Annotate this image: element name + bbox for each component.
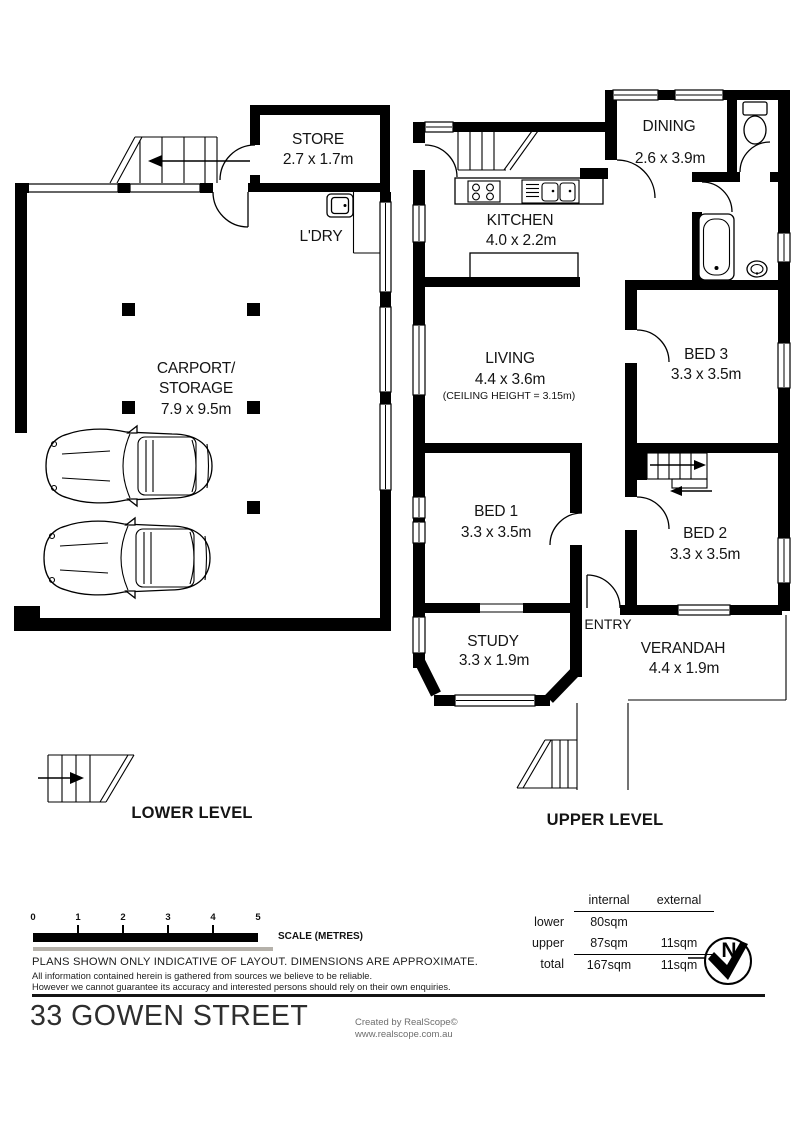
area-value: 87sqm bbox=[590, 936, 628, 950]
area-table bbox=[510, 890, 714, 976]
room-dims-study: 3.3 x 1.9m bbox=[458, 652, 530, 669]
window bbox=[413, 617, 425, 653]
room-label-verandah: VERANDAH bbox=[640, 640, 726, 657]
room-dims-dining: 2.6 x 3.9m bbox=[634, 150, 706, 167]
kitchen-island bbox=[470, 253, 578, 281]
bed3-door-arc bbox=[637, 330, 669, 362]
north-arrow-icon bbox=[688, 935, 756, 989]
room-label-kitchen: KITCHEN bbox=[486, 212, 554, 229]
scale-tick: 3 bbox=[165, 912, 171, 923]
room-dims-bed2: 3.3 x 3.5m bbox=[669, 546, 741, 563]
bed1-door-arc bbox=[550, 513, 582, 545]
scale-tick: 4 bbox=[210, 912, 216, 923]
lower-level-title: LOWER LEVEL bbox=[131, 804, 253, 822]
wc-door-arc bbox=[740, 142, 770, 172]
area-row-label: total bbox=[540, 957, 564, 971]
external-stairs-icon bbox=[110, 137, 250, 183]
bath-door-arc bbox=[702, 182, 732, 212]
store-door-arc bbox=[220, 145, 255, 180]
room-dims-carport: 7.9 x 9.5m bbox=[160, 401, 232, 418]
area-col-external: external bbox=[644, 890, 714, 912]
carport-left-wall bbox=[15, 183, 27, 433]
window bbox=[675, 90, 723, 100]
rear-stairs-icon bbox=[647, 453, 712, 496]
room-dims-store: 2.7 x 1.7m bbox=[282, 151, 354, 168]
area-col-internal: internal bbox=[574, 890, 644, 912]
room-label-study: STUDY bbox=[467, 633, 519, 650]
window bbox=[425, 122, 453, 132]
window bbox=[380, 404, 391, 490]
bed2-door-arc bbox=[637, 497, 669, 529]
area-value: 11sqm bbox=[644, 954, 714, 976]
window bbox=[778, 343, 790, 388]
carport-door-arc bbox=[213, 192, 248, 227]
area-value bbox=[644, 912, 714, 933]
room-label-living: LIVING bbox=[485, 350, 535, 367]
window bbox=[380, 307, 391, 392]
kitchen-sink-icon bbox=[522, 180, 579, 203]
stairs-icon bbox=[38, 755, 134, 802]
room-label-entry: ENTRY bbox=[584, 616, 632, 632]
scale-tick: 2 bbox=[120, 912, 126, 923]
carport-bottom-wall bbox=[14, 618, 391, 631]
basin-icon bbox=[747, 261, 767, 277]
scale-tick: 0 bbox=[30, 912, 36, 923]
window bbox=[455, 695, 535, 706]
room-label-bed1: BED 1 bbox=[474, 503, 518, 520]
entry-door-arc bbox=[587, 575, 620, 608]
scale-bar-rule bbox=[33, 933, 258, 942]
room-label-bed2: BED 2 bbox=[683, 525, 727, 542]
front-steps-icon bbox=[517, 740, 577, 788]
page-title: 33 GOWEN STREET bbox=[30, 1000, 309, 1032]
scale-bar-label: SCALE (METRES) bbox=[278, 931, 363, 942]
room-label-store: STORE bbox=[291, 131, 345, 148]
bathtub-icon bbox=[699, 214, 734, 280]
disclaimer-main: PLANS SHOWN ONLY INDICATIVE OF LAYOUT. DIMENSIONS ARE APPROXIMATE. bbox=[32, 956, 479, 968]
window bbox=[413, 205, 425, 242]
scale-bar-shadow bbox=[33, 947, 273, 951]
area-value: 11sqm bbox=[660, 936, 698, 950]
area-row-label: lower bbox=[534, 915, 564, 929]
car-icon bbox=[44, 518, 210, 598]
room-label-dining: DINING bbox=[642, 118, 696, 135]
area-value: 80sqm bbox=[590, 915, 628, 929]
credit-text: Created by RealScope© www.realscope.com.au bbox=[355, 1017, 458, 1040]
room-dims-verandah: 4.4 x 1.9m bbox=[648, 660, 720, 677]
window bbox=[613, 90, 658, 100]
room-label-laundry: L'DRY bbox=[299, 228, 343, 245]
window bbox=[778, 538, 790, 583]
scale-tick: 5 bbox=[255, 912, 261, 923]
room-dims-living: 4.4 x 3.6m bbox=[474, 371, 546, 388]
kitchen-door-arc bbox=[425, 145, 457, 177]
room-dims-bed3: 3.3 x 3.5m bbox=[670, 366, 742, 383]
window bbox=[380, 202, 391, 292]
scale-tick: 1 bbox=[75, 912, 81, 923]
footer-divider bbox=[32, 994, 765, 997]
area-row-label: upper bbox=[532, 936, 564, 950]
lower-level-plan bbox=[14, 105, 391, 802]
north-letter: N bbox=[721, 939, 737, 962]
toilet-icon bbox=[743, 102, 767, 144]
window bbox=[778, 233, 790, 262]
room-label-bed3: BED 3 bbox=[684, 346, 728, 363]
room-label-carport-2: STORAGE bbox=[158, 380, 234, 397]
window bbox=[413, 497, 425, 518]
room-label-carport-1: CARPORT/ bbox=[156, 360, 236, 377]
window bbox=[413, 325, 425, 395]
window bbox=[413, 522, 425, 543]
kitchen-counter bbox=[455, 178, 603, 204]
room-dims-bed1: 3.3 x 3.5m bbox=[460, 524, 532, 541]
laundry-sink-icon bbox=[327, 194, 353, 217]
area-value: 167sqm bbox=[574, 954, 644, 976]
stove-icon bbox=[468, 181, 500, 202]
upper-level-title: UPPER LEVEL bbox=[546, 811, 664, 829]
carport-top-beam bbox=[15, 183, 248, 227]
room-dims-kitchen: 4.0 x 2.2m bbox=[485, 232, 557, 249]
disclaimer-small-1: All information contained herein is gathered from sources we believe to be reliable. bbox=[32, 971, 373, 981]
car-icon bbox=[46, 426, 212, 506]
upper-level-plan bbox=[413, 90, 790, 790]
disclaimer-small-2: However we cannot guarantee its accuracy and interested persons should rely on their own enquiries. bbox=[32, 982, 451, 992]
room-note-living: (CEILING HEIGHT = 3.15m) bbox=[442, 390, 576, 402]
window bbox=[678, 605, 730, 615]
carport-right-wall bbox=[380, 192, 391, 630]
